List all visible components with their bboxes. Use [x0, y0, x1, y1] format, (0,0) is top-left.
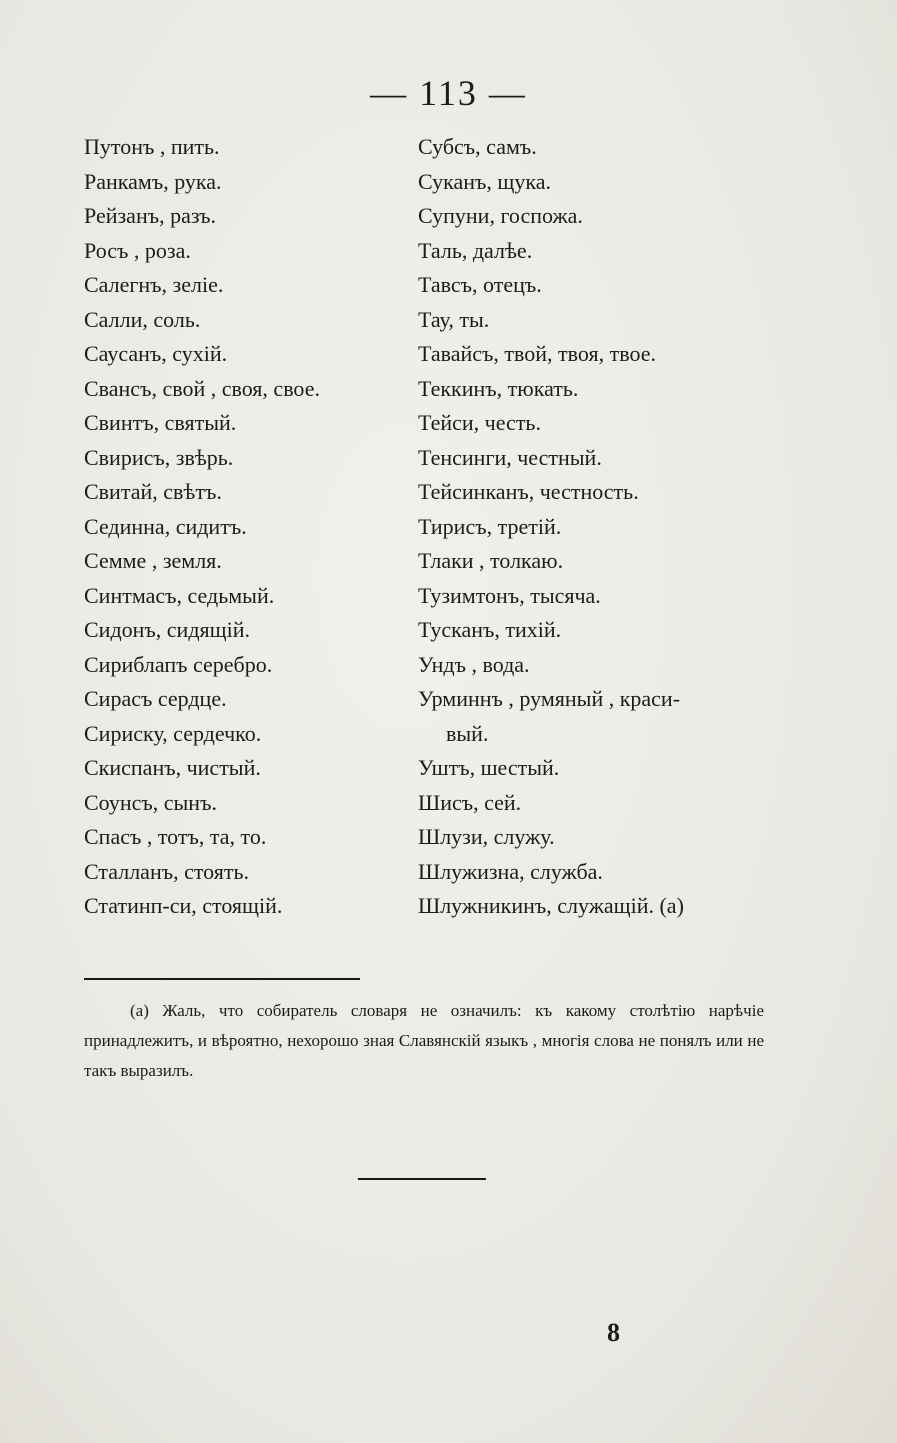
list-item: Субсъ, самъ.: [418, 134, 537, 159]
list-item: Синтмасъ, седьмый.: [84, 582, 275, 608]
list-item: Тейси, честь.: [418, 410, 541, 435]
left-column: [84, 130, 404, 924]
list-item: Свинтъ, святый.: [84, 410, 237, 435]
list-item: Сединна, сидитъ.: [84, 513, 247, 539]
signature-mark: 8: [607, 1318, 620, 1347]
page-number-header: — 113 —: [370, 73, 527, 113]
list-item: Урминнъ , румяный , краси-: [418, 686, 681, 711]
list-item: Семме , земля.: [84, 548, 222, 573]
list-item: Соунсъ, сынъ.: [84, 789, 217, 815]
list-item: Сталланъ, стоять.: [84, 858, 250, 884]
list-item: Теккинъ, тюкать.: [418, 375, 579, 401]
right-column: [418, 130, 778, 924]
list-item: Салегнъ, зеліе.: [84, 272, 224, 297]
list-item: Супуни, госпожа.: [418, 203, 583, 228]
list-item: Тенсинги, честный.: [418, 444, 602, 470]
list-item: Таль, далѣе.: [418, 237, 533, 263]
list-item: Свансъ, свой , своя, свое.: [84, 375, 320, 401]
list-item: Тавсъ, отецъ.: [418, 272, 542, 297]
list-item: Статинп-си, стоящій.: [84, 893, 283, 918]
list-item: Сирасъ сердце.: [84, 686, 227, 711]
end-divider: [358, 1178, 486, 1180]
list-item: Саусанъ, сухій.: [84, 341, 228, 366]
list-item: Шлужникинъ, служащій. (а): [418, 893, 684, 918]
list-item-continuation: вый.: [446, 720, 489, 746]
list-item: Свитай, свѣтъ.: [84, 479, 222, 504]
list-item: Шлузи, служу.: [418, 824, 555, 849]
list-item: Шлужизна, служба.: [418, 858, 603, 884]
list-item: Шисъ, сей.: [418, 789, 522, 815]
list-item: Свирисъ, звѣрь.: [84, 444, 234, 470]
list-item: Спасъ , тотъ, та, то.: [84, 824, 267, 849]
list-item: Рейзанъ, разъ.: [84, 203, 217, 228]
list-item: Сириску, сердечко.: [84, 720, 262, 746]
list-item: Уштъ, шестый.: [418, 755, 560, 780]
list-item: Салли, соль.: [84, 306, 201, 332]
list-item: Тирисъ, третій.: [418, 513, 562, 539]
list-item: Путонъ , пить.: [84, 134, 220, 159]
list-item: Тейсинканъ, честность.: [418, 479, 639, 504]
list-item: Тау, ты.: [418, 306, 490, 332]
list-item: Сириблапъ серебро.: [84, 651, 273, 677]
list-item: Тавайсъ, твой, твоя, твое.: [418, 341, 656, 366]
list-item: Тузимтонъ, тысяча.: [418, 582, 601, 608]
footnote-divider: [84, 978, 360, 980]
list-item: Тлаки , толкаю.: [418, 548, 564, 573]
footnote: (а) Жаль, что собиратель словаря не означилъ: къ какому столѣтію нарѣчіе принадлежитъ, и вѣроятно, нехорошо зная Славянскій языкъ , многія слова не понялъ или не такъ выразилъ.: [84, 1001, 764, 1080]
list-item: Суканъ, щука.: [418, 168, 551, 194]
list-item: Ранкамъ, рука.: [84, 168, 222, 194]
list-item: Тусканъ, тихій.: [418, 617, 562, 642]
list-item: Росъ , роза.: [84, 237, 191, 263]
list-item: Сидонъ, сидящій.: [84, 617, 250, 642]
list-item: Скиспанъ, чистый.: [84, 755, 261, 780]
list-item: Ундъ , вода.: [418, 651, 530, 677]
